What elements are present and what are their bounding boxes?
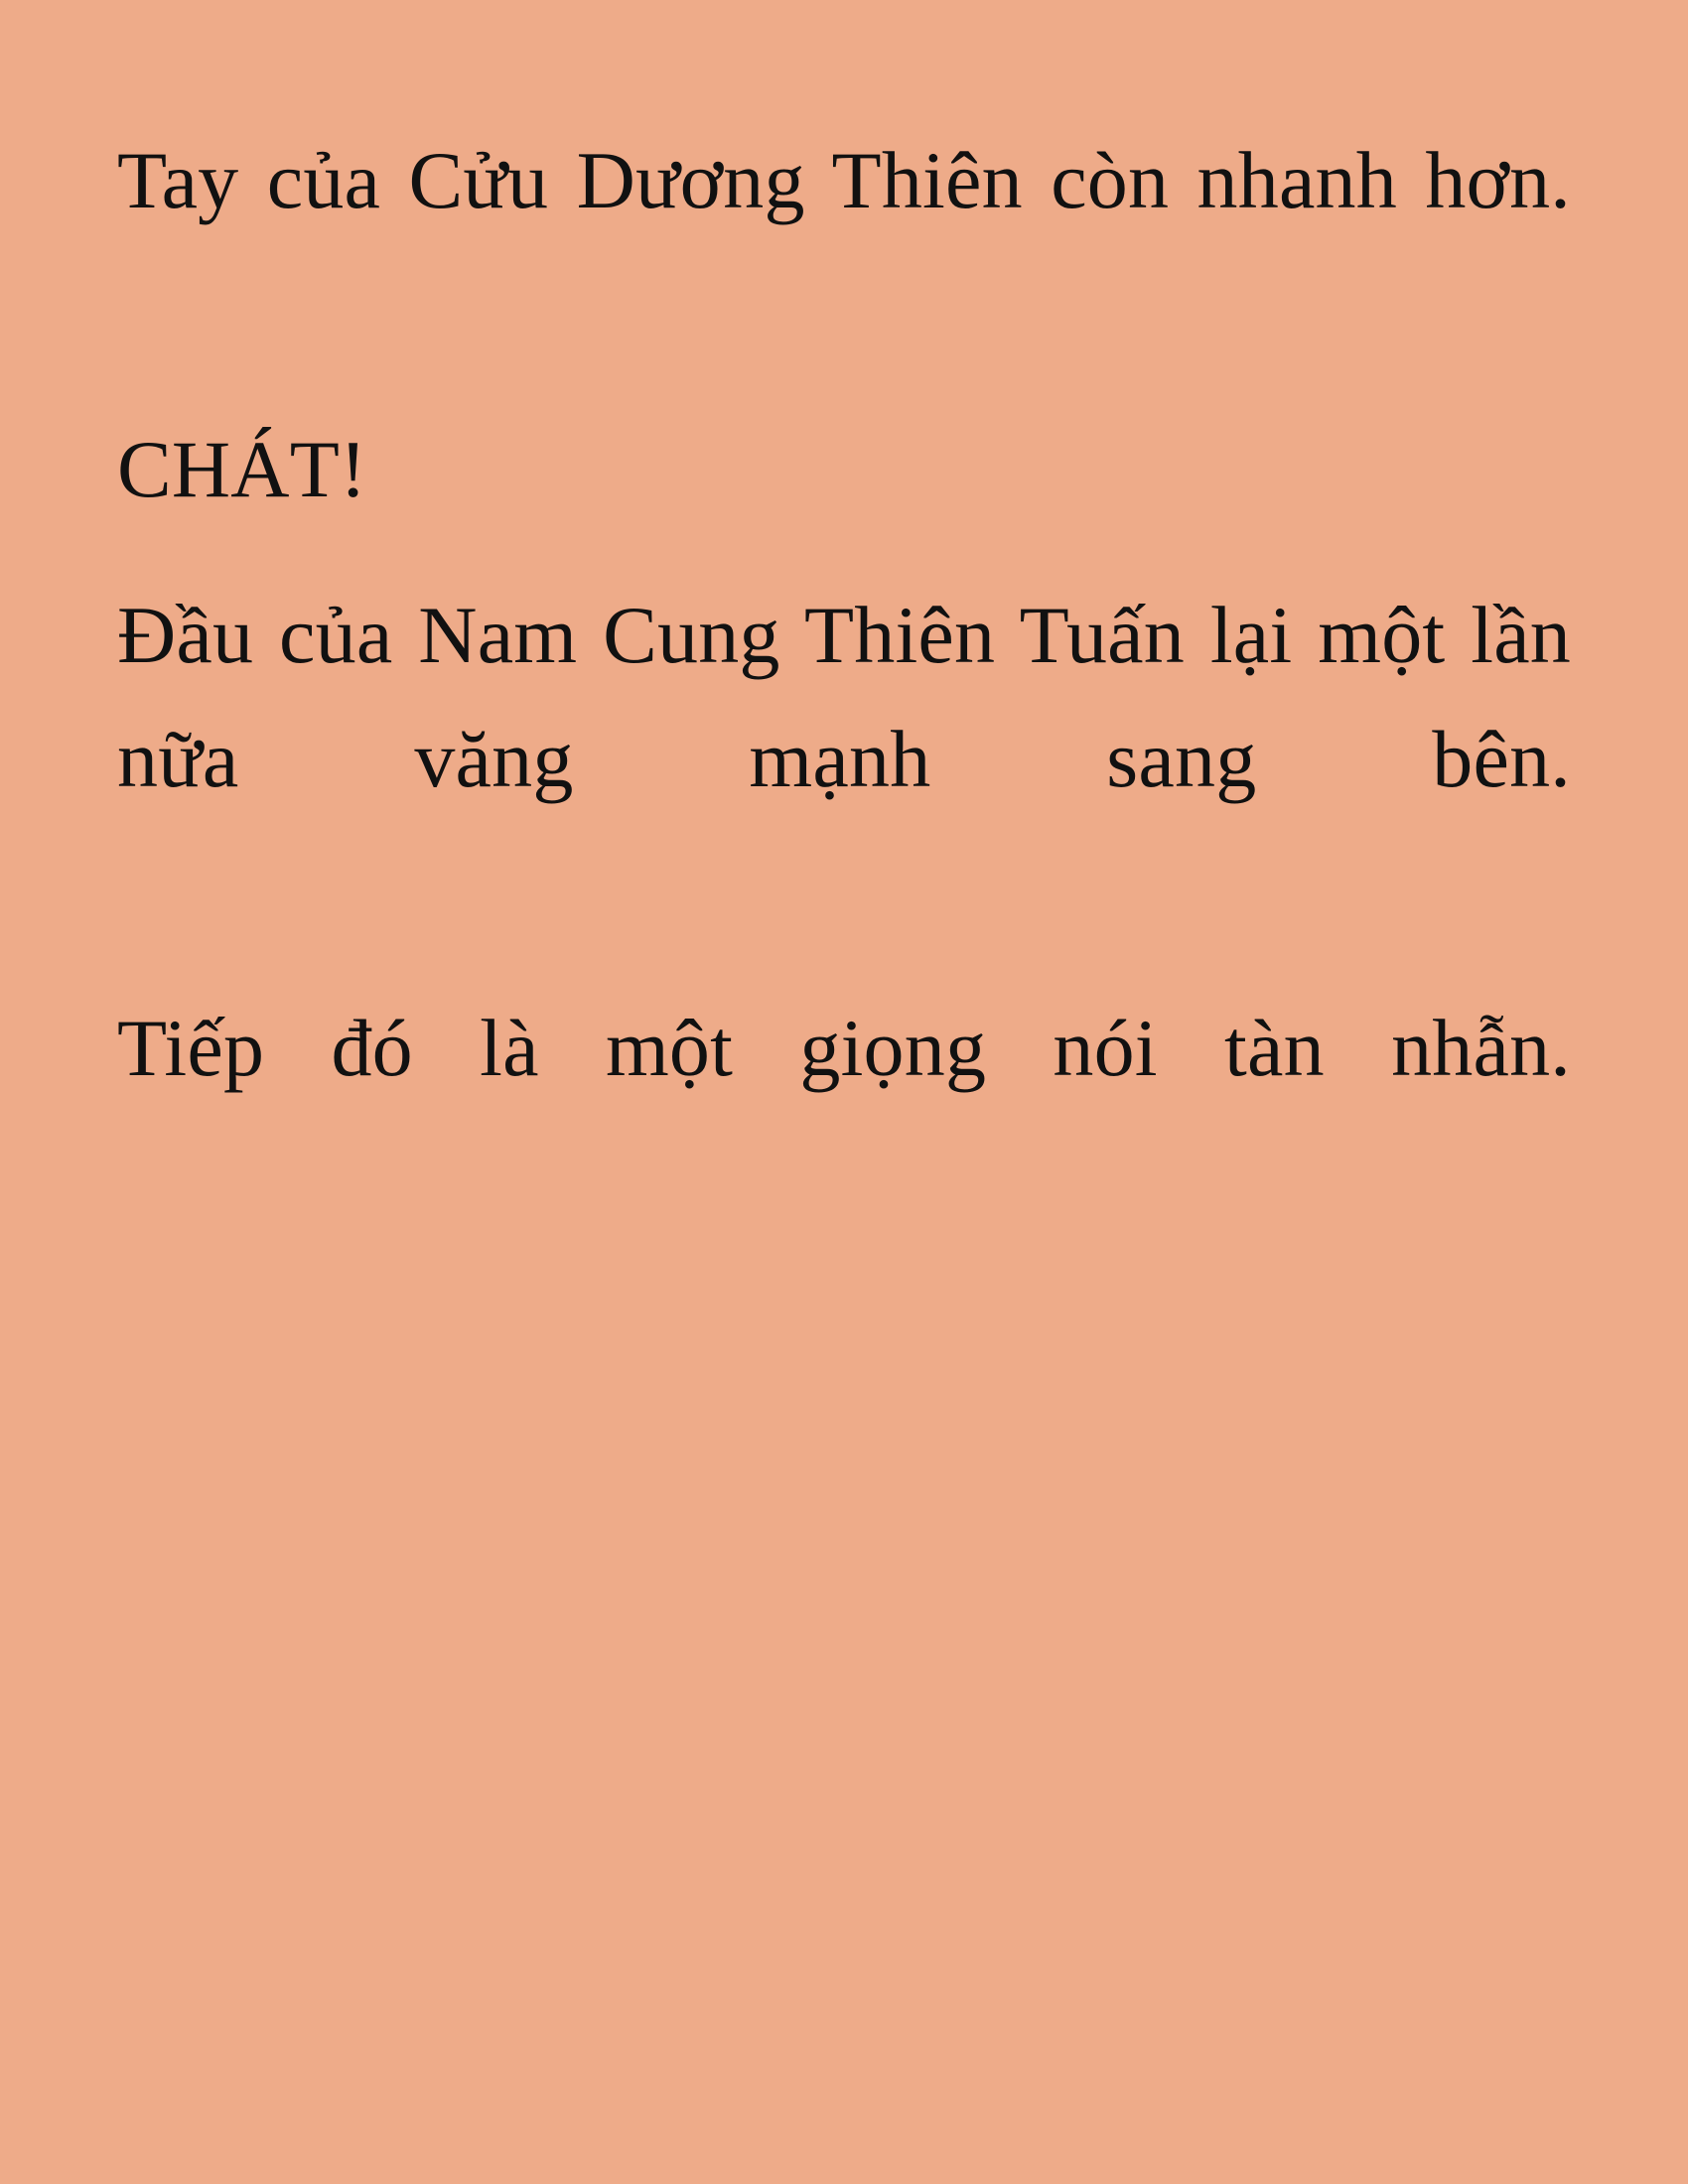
paragraph-3: Đầu của Nam Cung Thiên Tuấn lại một lần nữa văng mạnh sang bên. bbox=[117, 589, 1571, 804]
paragraph-2-sfx: CHÁT! bbox=[117, 424, 367, 515]
paragraph-4: Tiếp đó là một giọng nói tàn nhẫn. bbox=[117, 1002, 1571, 1093]
paragraph-1: Tay của Cửu Dương Thiên còn nhanh hơn. bbox=[117, 135, 1571, 225]
